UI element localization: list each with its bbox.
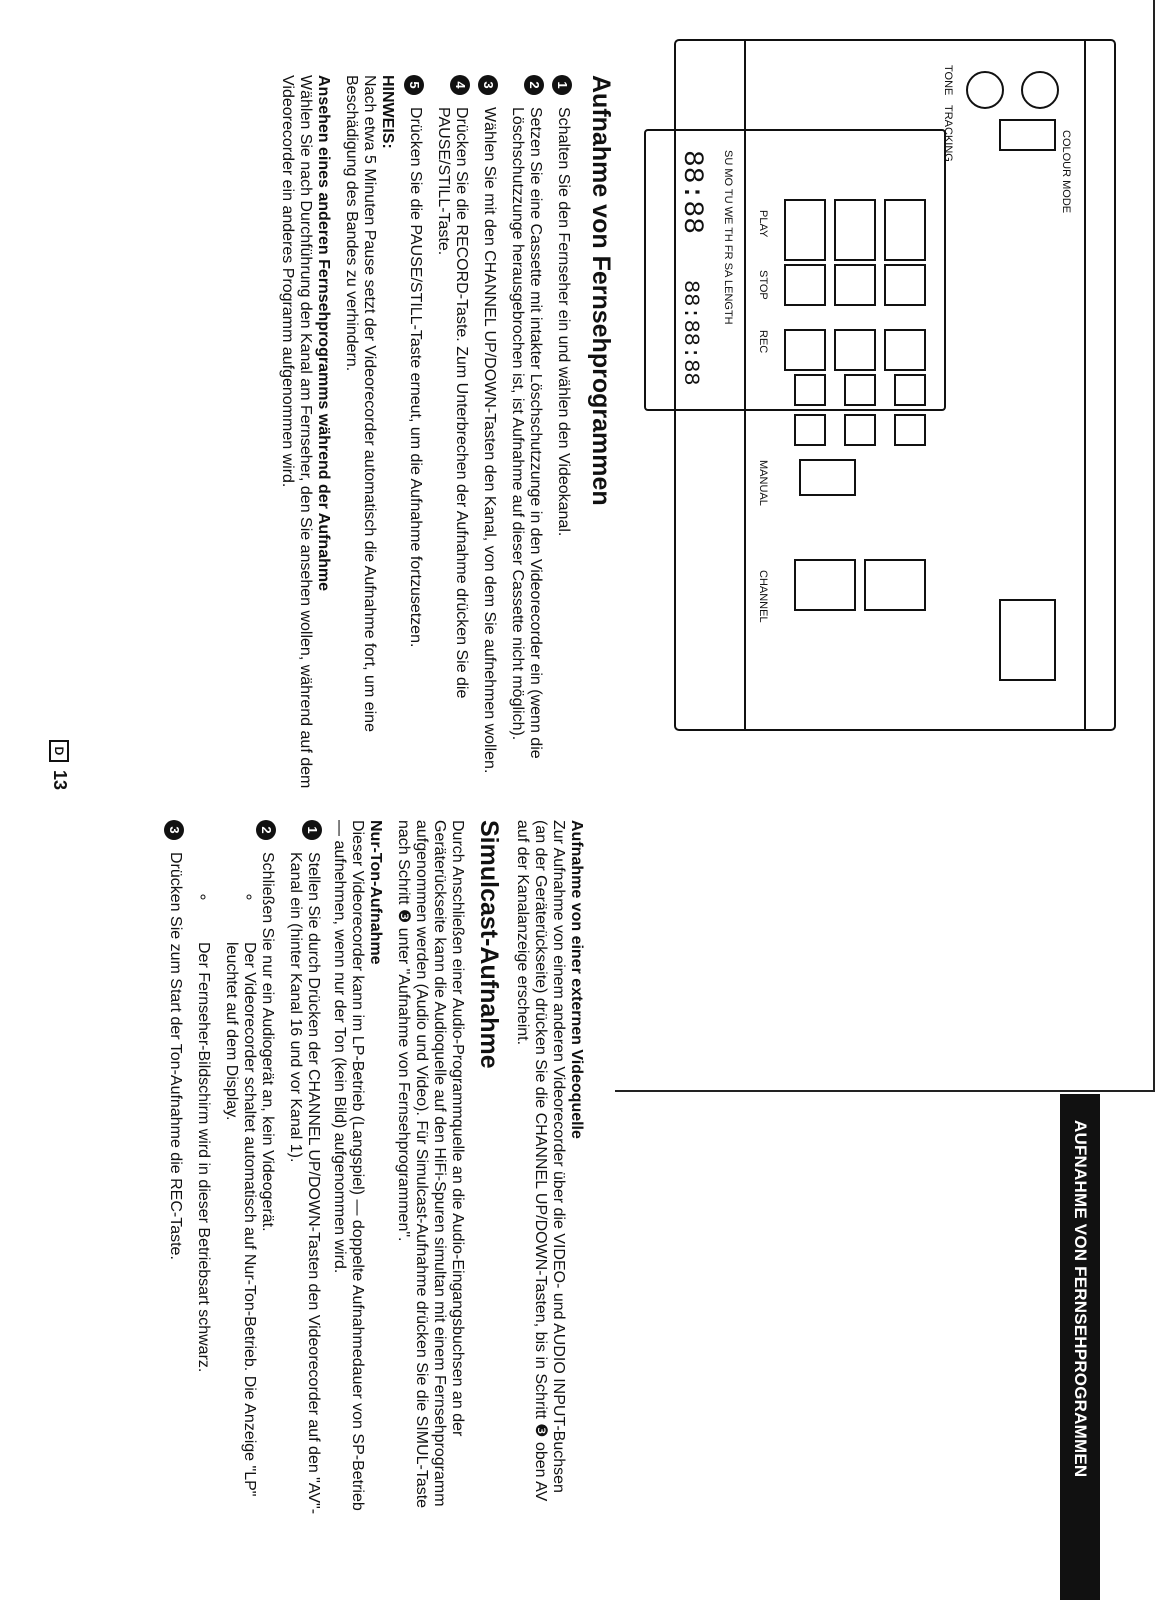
step-5-number: 5: [404, 75, 424, 95]
section-title: Aufnahme von Fernsehprogrammen: [587, 75, 615, 506]
note-heading: HINWEIS:: [379, 75, 396, 149]
rec-label: REC: [757, 330, 769, 354]
audio-step-2-bullet-1: ◦ Der Videorecorder schaltet automatisch auf Nur-Ton-Betrieb. Die Anzeige "LP" leuchtet auf dem Display.: [222, 910, 258, 1520]
step-3-number: 3: [478, 75, 498, 95]
audio-step-2-bullets: [194, 852, 258, 1520]
step-2-text: Setzen Sie eine Cassette mit intakter Löschschutzzunge in den Videorecorder ein (wenn die Löschschutzzunge herausgebrochen ist, ist Aufnahme auf dieser Cassette nicht möglich).: [509, 107, 544, 759]
audio-step-3-text: Drücken Sie zum Start der Ton-Aufnahme die REC-Taste.: [167, 852, 184, 1260]
audio-only-text: Dieser Videorecorder kann im LP-Betrieb (Langspiel) — doppelte Aufnahmedauer von SP-Betrieb — aufnehmen, wenn nur der Ton (kein Bild) aufgenommen wird.: [331, 820, 366, 1511]
play-label: PLAY: [757, 210, 769, 238]
vcr-front-panel-diagram: [615, 30, 1155, 1090]
external-source-heading: Aufnahme von einer externen Videoquelle: [568, 820, 585, 1139]
audio-step-1-text: Stellen Sie durch Drücken der CHANNEL UP/DOWN-Tasten den Videorecorder auf den "AV"-Kanal ein (hinter Kanal 16 und vor Kanal 1).: [287, 852, 322, 1515]
audio-step-2-bullet-2: ◦ Der Fernseher-Bildschirm wird in dieser Betriebsart schwarz.: [194, 910, 212, 1520]
audio-step-3: [166, 820, 184, 1520]
other-recording-section: [156, 820, 585, 1520]
audio-step-1-number: 1: [302, 820, 322, 840]
step-4-text: Drücken Sie die RECORD-Taste. Zum Unterbrechen der Aufnahme drücken Sie die PAUSE/STILL-Taste.: [435, 107, 470, 699]
display-days: SU MO TU WE TH FR SA: [722, 150, 734, 278]
step-3: [480, 75, 498, 795]
audio-only-heading: Nur-Ton-Aufnahme: [367, 820, 384, 965]
step-5: [406, 75, 424, 795]
stop-label: STOP: [757, 270, 769, 300]
audio-step-3-number: 3: [164, 820, 184, 840]
step-5-text: Drücken Sie die PAUSE/STILL-Taste erneut, um die Aufnahme fortzusetzen.: [407, 107, 424, 648]
step-2-number: 2: [524, 75, 544, 95]
tv-recording-section: [270, 75, 615, 795]
section-header-text: AUFNAHME VON FERNSEHPROGRAMMEN: [1071, 1120, 1090, 1478]
tone-label: TONE: [942, 65, 954, 96]
watch-other-heading: Ansehen eines anderen Fernsehprogramms während der Aufnahme: [315, 75, 332, 591]
channel-label: CHANNEL: [757, 570, 769, 623]
page-number: [49, 740, 70, 790]
step-1: [554, 75, 572, 795]
simulcast-title: Simulcast-Aufnahme: [475, 820, 503, 1069]
note-text: Nach etwa 5 Minuten Pause setzt der Videorecorder automatisch die Aufnahme fort, um eine Beschädigung des Bandes zu verhindern.: [343, 75, 378, 732]
diagram-right-border: [615, 1090, 1155, 1092]
page-number-value: 13: [50, 770, 70, 791]
simulcast-text: Durch Anschließen einer Audio-Programmquelle an die Audio-Eingangsbuchsen an der Geräterückseite kann die Audioquelle auf den HiFi-Spuren simultan mit einem Fernsehprogramm aufgenommen werden (Audio und Video). Für Simulcast-Aufnahme drücken Sie die SIMUL-Taste nach Schritt ❸ unter "Aufnahme von Fernsehprogrammen".: [395, 820, 466, 1509]
colour-mode-label: COLOUR MODE: [1060, 130, 1072, 214]
display-time: 88:88: [676, 150, 707, 235]
step-2: [508, 75, 544, 795]
display-length: LENGTH: [722, 280, 734, 325]
external-source-text: Zur Aufnahme von einem anderen Videorecorder über die VIDEO- und AUDIO INPUT-Buchsen (an der Geräterückseite) drücken Sie die CHANNEL UP/DOWN-Tasten, bis in Schritt ❸ oben AV auf der Kanalanzeige erscheint.: [514, 820, 567, 1502]
tracking-label: TRACKING: [942, 105, 954, 162]
step-4-number: 4: [450, 75, 470, 95]
audio-step-2-number: 2: [256, 820, 276, 840]
manual-label: MANUAL: [757, 460, 769, 506]
step-1-number: 1: [552, 75, 572, 95]
display-counter: 88:88:88: [678, 280, 703, 386]
audio-step-1: [286, 820, 322, 1520]
step-1-text: Schalten Sie den Fernseher ein und wählen den Videokanal.: [555, 107, 572, 537]
tv-recording-steps: [406, 75, 572, 795]
watch-other-text: Wählen Sie nach Durchführung den Kanal am Fernseher, den Sie ansehen wollen, während auf dem Videorecorder ein anderes Programm aufgenommen wird.: [279, 75, 314, 789]
language-box: D: [50, 740, 70, 762]
audio-only-steps: [166, 820, 322, 1520]
audio-step-2: [194, 820, 276, 1520]
step-4: [434, 75, 470, 795]
audio-step-2-text: Schließen Sie nur ein Audiogerät an, kein Videogerät.: [259, 852, 276, 1232]
step-3-text: Wählen Sie mit den CHANNEL UP/DOWN-Tasten den Kanal, von dem Sie aufnehmen wollen.: [481, 107, 498, 774]
section-header: [1060, 1094, 1100, 1600]
